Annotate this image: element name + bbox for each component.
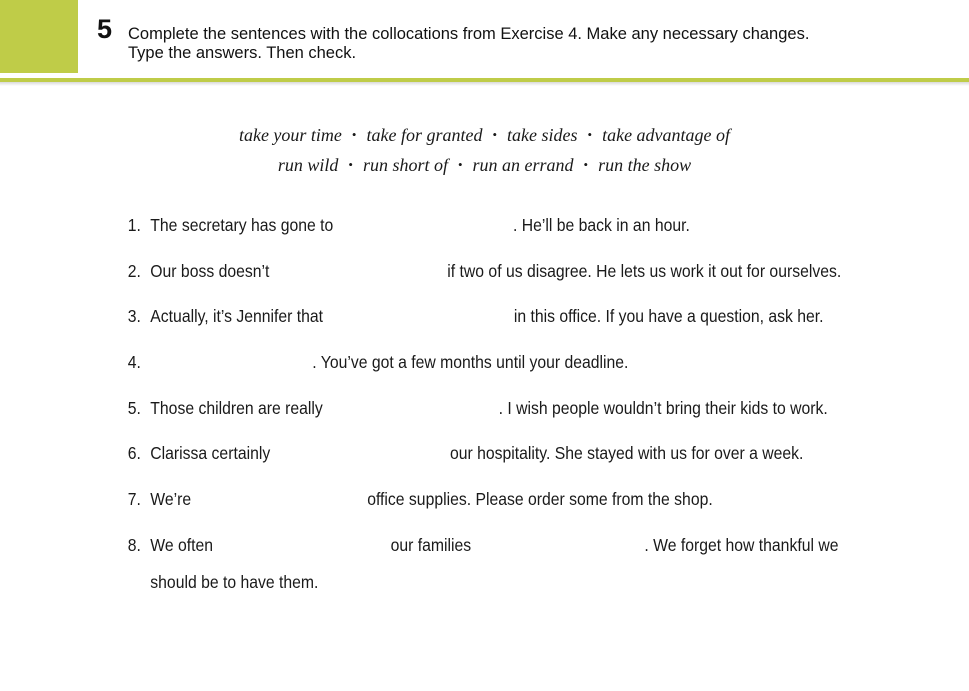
answer-blank-8a[interactable] (223, 533, 389, 557)
bullet-separator: • (351, 127, 357, 142)
sentence-text: . We forget how thankful we (644, 535, 839, 555)
sentence-text: Clarissa certainly (150, 443, 271, 463)
sentence-text: our families (390, 535, 472, 555)
word-bank-item: run an errand (472, 155, 574, 175)
word-bank-item: run short of (362, 155, 448, 175)
sentence-text: office supplies. Please order some from the shop. (367, 489, 713, 509)
word-bank-item: take advantage of (602, 125, 731, 145)
exercise-accent-block (0, 0, 78, 73)
sentence-text: should be to have them. (150, 572, 319, 592)
word-bank-item: run the show (598, 155, 692, 175)
sentence-text: Our boss doesn’t (150, 261, 270, 281)
answer-blank-1[interactable] (351, 213, 513, 237)
exercise-instructions (128, 25, 928, 63)
answer-blank-6[interactable] (281, 441, 448, 465)
sentence-text: We often (150, 535, 214, 555)
sentence-text: We’re (150, 489, 192, 509)
sentence-text: Actually, it’s Jennifer that (150, 306, 324, 326)
sentence-number: 7. (127, 489, 141, 509)
sentence-text: . I wish people wouldn’t bring their kids to work. (498, 398, 828, 418)
bullet-separator: • (348, 157, 353, 172)
word-bank-line-2 (0, 150, 969, 180)
answer-blank-3[interactable] (347, 304, 514, 328)
sentence-number: 4. (127, 352, 141, 372)
sentence-number: 8. (127, 535, 141, 555)
sentence-text: The secretary has gone to (150, 215, 334, 235)
bullet-separator: • (587, 127, 593, 142)
answer-blank-7[interactable] (203, 487, 365, 511)
answer-blank-5[interactable] (338, 396, 498, 420)
word-bank-item: take your time (238, 125, 342, 145)
word-bank-line-1 (0, 120, 969, 150)
sentence-number: 3. (127, 306, 141, 326)
instructions-line-1: Complete the sentences with the collocations from Exercise 4. Make any necessary changes. (128, 25, 810, 43)
sentence-text: in this office. If you have a question, ask her. (513, 306, 824, 326)
word-bank-item: take for granted (366, 125, 483, 145)
word-bank (0, 120, 969, 180)
header-divider-shadow (0, 82, 969, 86)
sentence-text: Those children are really (150, 398, 323, 418)
sentence-text: . You’ve got a few months until your deadline. (312, 352, 629, 372)
instructions-line-2: Type the answers. Then check. (128, 44, 357, 62)
sentence-text: our hospitality. She stayed with us for over a week. (450, 443, 804, 463)
answer-blank-8b[interactable] (482, 533, 644, 557)
sentence-number: 6. (127, 443, 141, 463)
sentence-text: . He’ll be back in an hour. (513, 215, 690, 235)
exercise-number: 5 (97, 14, 113, 44)
bullet-separator: • (492, 127, 498, 142)
word-bank-item: take sides (507, 125, 578, 145)
word-bank-item: run wild (277, 155, 339, 175)
sentence-number: 2. (127, 261, 141, 281)
bullet-separator: • (457, 157, 463, 172)
sentence-text: if two of us disagree. He lets us work it out for ourselves. (447, 261, 842, 281)
bullet-separator: • (583, 157, 589, 172)
sentence-number: 5. (127, 398, 141, 418)
sentence-number: 1. (127, 215, 141, 235)
answer-blank-4[interactable] (150, 350, 310, 374)
answer-blank-2[interactable] (279, 259, 446, 283)
